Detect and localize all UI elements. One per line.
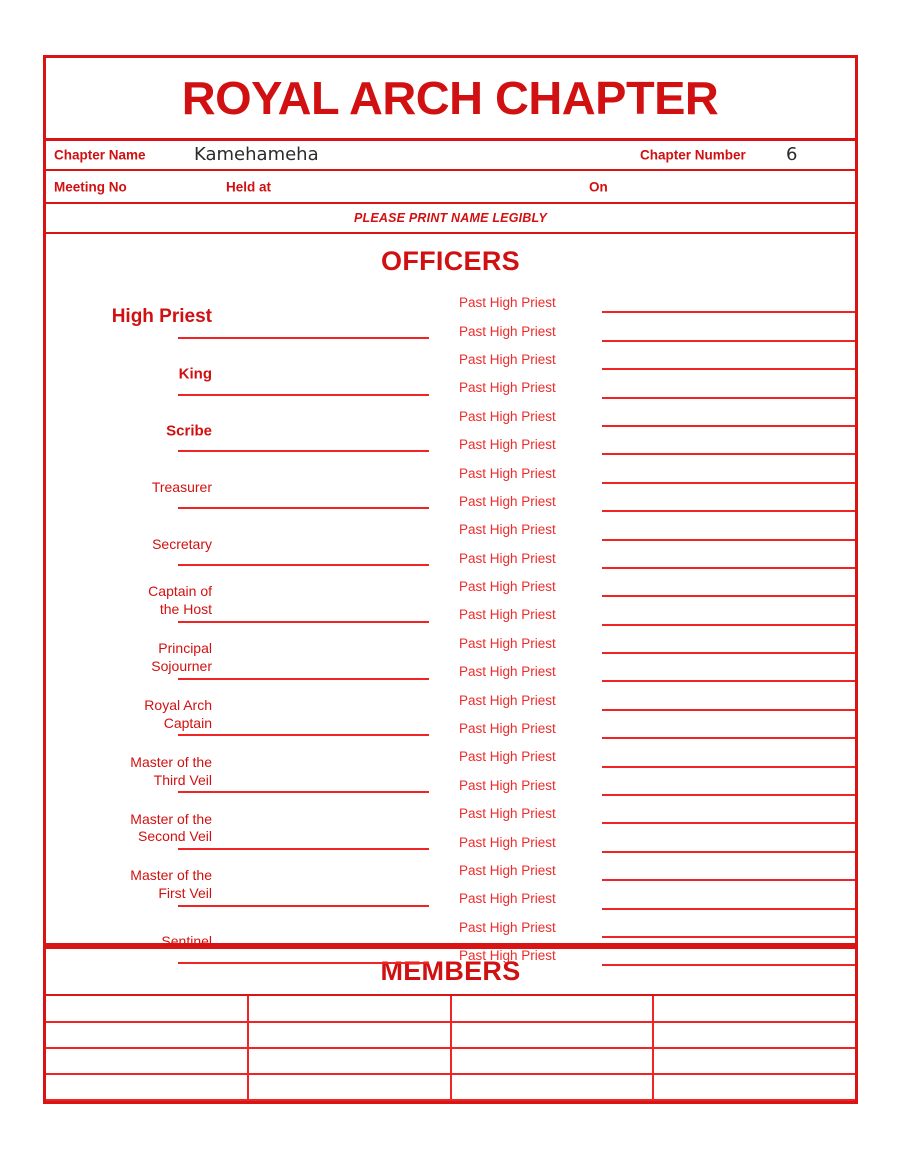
past-high-priest-signature-line[interactable] (602, 794, 855, 796)
form-page (43, 55, 858, 1125)
officers-heading: OFFICERS (381, 246, 520, 276)
past-high-priest-label: Past High Priest (459, 493, 556, 509)
page-title: ROYAL ARCH CHAPTER (182, 72, 719, 124)
past-high-priest-label: Past High Priest (459, 550, 556, 566)
officer-signature-line[interactable] (178, 848, 429, 850)
officer-label (52, 754, 212, 790)
past-high-priest-row (455, 914, 855, 942)
past-high-priest-label: Past High Priest (459, 607, 556, 623)
past-high-priest-signature-line[interactable] (602, 425, 855, 427)
officer-label-line2: Third Veil (153, 771, 212, 788)
past-high-priest-signature-line[interactable] (602, 567, 855, 569)
member-cell[interactable] (248, 1048, 450, 1074)
past-high-priest-row (455, 942, 855, 970)
past-high-priest-signature-line[interactable] (602, 908, 855, 910)
member-cell[interactable] (248, 1074, 450, 1100)
past-high-priest-row (455, 885, 855, 913)
officer-label-line1: Scribe (166, 422, 212, 440)
officer-signature-line[interactable] (178, 450, 429, 452)
member-cell[interactable] (451, 1022, 653, 1048)
past-high-priest-label: Past High Priest (459, 351, 556, 367)
past-high-priest-row (455, 743, 855, 771)
past-high-priest-row (455, 772, 855, 800)
chapter-number-value[interactable]: 6 (786, 144, 798, 166)
officer-label-line1: Captain of (148, 583, 212, 600)
officer-label (52, 811, 212, 847)
member-cell[interactable] (248, 1022, 450, 1048)
chapter-info-row (43, 138, 858, 171)
past-high-priest-signature-line[interactable] (602, 936, 855, 938)
member-cell[interactable] (248, 996, 450, 1022)
past-high-priest-row (455, 828, 855, 856)
past-high-priest-row (455, 346, 855, 374)
past-high-priest-label: Past High Priest (459, 692, 556, 708)
officer-label (52, 479, 212, 497)
past-high-priest-label: Past High Priest (459, 947, 556, 963)
past-high-priest-row (455, 431, 855, 459)
officer-label (52, 421, 212, 440)
past-high-priest-signature-line[interactable] (602, 539, 855, 541)
past-high-priest-label: Past High Priest (459, 720, 556, 736)
past-high-priest-label: Past High Priest (459, 919, 556, 935)
past-high-priest-signature-line[interactable] (602, 311, 855, 313)
past-high-priest-signature-line[interactable] (602, 482, 855, 484)
officers-grid (46, 289, 855, 971)
officer-label-line1: Secretary (152, 535, 212, 552)
past-high-priest-row (455, 459, 855, 487)
chapter-number-label: Chapter Number (640, 147, 746, 163)
past-high-priest-signature-line[interactable] (602, 510, 855, 512)
table-row (46, 1022, 855, 1048)
officer-signature-line[interactable] (178, 678, 429, 680)
officer-label (52, 305, 212, 329)
past-high-priest-row (455, 857, 855, 885)
officer-label (52, 536, 212, 554)
member-cell[interactable] (653, 1022, 855, 1048)
past-high-priest-signature-line[interactable] (602, 822, 855, 824)
chapter-name-label: Chapter Name (54, 147, 146, 163)
chapter-name-value[interactable]: Kamehameha (194, 144, 319, 166)
officer-label (52, 867, 212, 903)
past-high-priest-label: Past High Priest (459, 749, 556, 765)
past-high-priest-row (455, 516, 855, 544)
officer-signature-line[interactable] (178, 507, 429, 509)
meeting-no-label: Meeting No (54, 179, 127, 194)
past-high-priest-label: Past High Priest (459, 891, 556, 907)
past-high-priest-signature-line[interactable] (602, 964, 855, 966)
past-high-priest-signature-line[interactable] (602, 652, 855, 654)
officer-signature-line[interactable] (178, 564, 429, 566)
past-high-priest-row (455, 317, 855, 345)
print-legibly-notice-row (43, 204, 858, 234)
officer-label-line2: First Veil (158, 885, 212, 902)
table-row (46, 1048, 855, 1074)
past-high-priest-signature-line[interactable] (602, 453, 855, 455)
past-high-priest-label: Past High Priest (459, 436, 556, 452)
past-high-priest-row (455, 715, 855, 743)
officer-label (52, 933, 212, 951)
member-cell[interactable] (46, 996, 248, 1022)
past-high-priest-label: Past High Priest (459, 862, 556, 878)
table-row (46, 996, 855, 1022)
past-high-priest-row (455, 573, 855, 601)
past-high-priest-row (455, 403, 855, 431)
past-high-priest-signature-line[interactable] (602, 368, 855, 370)
officer-label (52, 365, 212, 384)
past-high-priest-label: Past High Priest (459, 294, 556, 310)
past-high-priest-signature-line[interactable] (602, 709, 855, 711)
member-cell[interactable] (451, 1048, 653, 1074)
past-high-priest-row (455, 601, 855, 629)
held-at-label: Held at (226, 179, 272, 194)
past-high-priest-row (455, 545, 855, 573)
past-high-priest-row (455, 686, 855, 714)
past-high-priest-signature-line[interactable] (602, 851, 855, 853)
officer-label-line2: Second Veil (138, 828, 212, 845)
officer-label-line1: Royal Arch (144, 697, 212, 714)
past-high-priest-signature-line[interactable] (602, 766, 855, 768)
past-high-priest-signature-line[interactable] (602, 397, 855, 399)
officer-label (52, 697, 212, 733)
past-high-priest-signature-line[interactable] (602, 737, 855, 739)
officer-label (52, 583, 212, 619)
member-cell[interactable] (46, 1074, 248, 1100)
member-cell[interactable] (653, 1074, 855, 1100)
officer-signature-line[interactable] (178, 394, 429, 396)
members-heading: MEMBERS (46, 949, 855, 996)
past-high-priest-row (455, 374, 855, 402)
past-high-priest-label: Past High Priest (459, 834, 556, 850)
officer-signature-line[interactable] (178, 905, 429, 907)
members-table (46, 996, 855, 1101)
member-cell[interactable] (451, 996, 653, 1022)
officer-label-line1: Sentinel (161, 933, 212, 950)
past-high-priest-signature-line[interactable] (602, 340, 855, 342)
print-legibly-notice: PLEASE PRINT NAME LEGIBLY (354, 211, 547, 225)
meeting-info-row (43, 171, 858, 204)
past-high-priest-row (455, 488, 855, 516)
officer-label (52, 640, 212, 676)
past-high-priest-label: Past High Priest (459, 805, 556, 821)
table-row (46, 1074, 855, 1100)
officer-signature-line[interactable] (178, 791, 429, 793)
officer-label-line1: Master of the (130, 867, 212, 884)
past-high-priest-label: Past High Priest (459, 578, 556, 594)
officer-label-line1: Master of the (130, 753, 212, 770)
past-high-priest-label: Past High Priest (459, 408, 556, 424)
past-high-priest-list (455, 289, 855, 970)
officer-label-line1: King (178, 365, 212, 383)
officer-label-line1: Treasurer (151, 478, 212, 495)
form-title-banner (43, 55, 858, 138)
officer-signature-line[interactable] (178, 337, 429, 339)
officer-label-line1: Master of the (130, 810, 212, 827)
officer-signature-line[interactable] (178, 621, 429, 623)
officer-label-line2: Sojourner (151, 658, 212, 675)
officer-signature-line[interactable] (178, 734, 429, 736)
past-high-priest-row (455, 658, 855, 686)
past-high-priest-label: Past High Priest (459, 664, 556, 680)
member-cell[interactable] (653, 1048, 855, 1074)
officer-label-line2: Captain (163, 714, 212, 731)
officer-label-line1: Principal (158, 640, 212, 657)
past-high-priest-label: Past High Priest (459, 635, 556, 651)
past-high-priest-label: Past High Priest (459, 380, 556, 396)
past-high-priest-row (455, 630, 855, 658)
past-high-priest-signature-line[interactable] (602, 624, 855, 626)
past-high-priest-signature-line[interactable] (602, 879, 855, 881)
member-cell[interactable] (46, 1048, 248, 1074)
member-cell[interactable] (46, 1022, 248, 1048)
officers-section (43, 234, 858, 963)
past-high-priest-signature-line[interactable] (602, 595, 855, 597)
past-high-priest-label: Past High Priest (459, 777, 556, 793)
officer-label-line2: the Host (159, 601, 212, 618)
past-high-priest-row (455, 289, 855, 317)
officer-label-line1: High Priest (111, 306, 212, 328)
past-high-priest-label: Past High Priest (459, 522, 556, 538)
past-high-priest-label: Past High Priest (459, 323, 556, 339)
member-cell[interactable] (653, 996, 855, 1022)
past-high-priest-signature-line[interactable] (602, 680, 855, 682)
past-high-priest-label: Past High Priest (459, 465, 556, 481)
past-high-priest-row (455, 800, 855, 828)
member-cell[interactable] (451, 1074, 653, 1100)
officer-signature-line[interactable] (178, 962, 429, 964)
on-label: On (589, 179, 608, 194)
